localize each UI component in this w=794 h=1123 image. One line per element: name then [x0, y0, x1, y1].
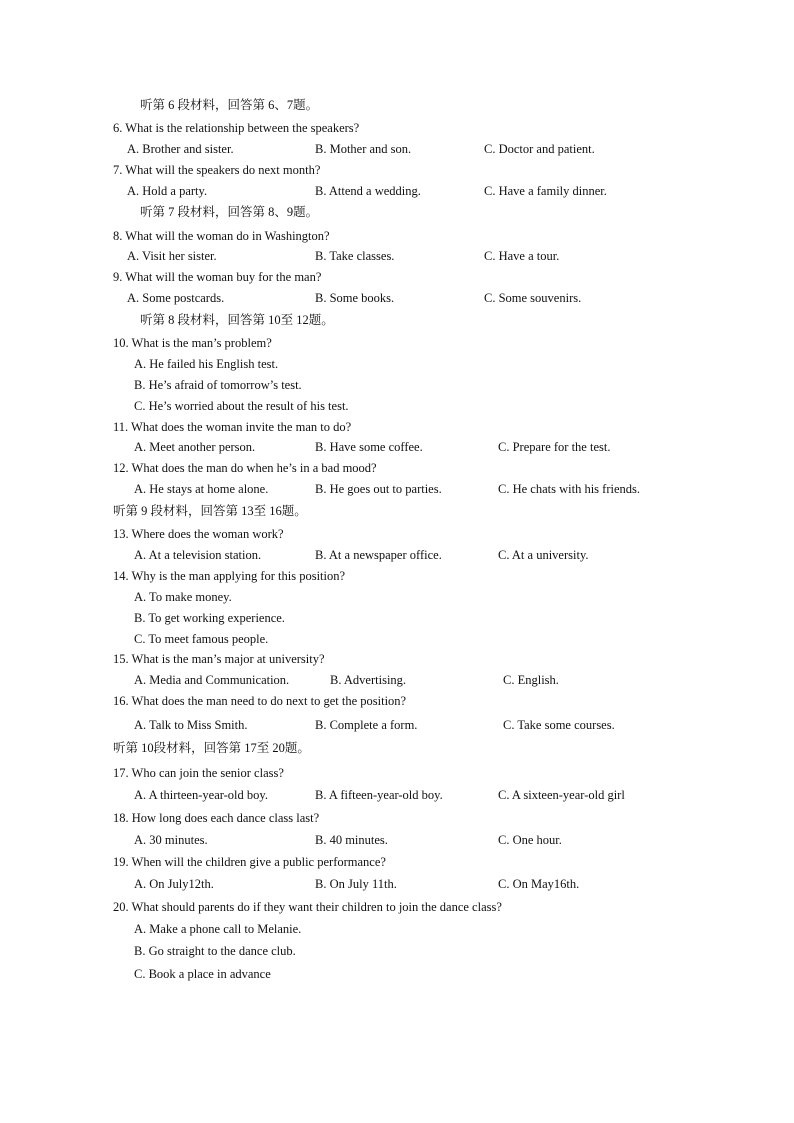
question-8: 8. What will the woman do in Washington? [113, 229, 330, 243]
q7-option-c: C. Have a family dinner. [484, 184, 607, 198]
q18-option-c: C. One hour. [498, 833, 562, 847]
q8-option-b: B. Take classes. [315, 249, 395, 263]
q12-option-b: B. He goes out to parties. [315, 482, 442, 496]
q9-option-c: C. Some souvenirs. [484, 291, 582, 305]
q18-option-a: A. 30 minutes. [134, 833, 208, 847]
q12-option-c: C. He chats with his friends. [498, 482, 640, 496]
q7-option-b: B. Attend a wedding. [315, 184, 421, 198]
question-10: 10. What is the man’s problem? [113, 336, 272, 350]
question-19: 19. When will the children give a public performance? [113, 855, 386, 869]
question-7: 7. What will the speakers do next month? [113, 163, 321, 177]
q16-option-c: C. Take some courses. [503, 718, 615, 732]
question-9: 9. What will the woman buy for the man? [113, 270, 322, 284]
q14-option-c: C. To meet famous people. [134, 632, 269, 646]
q19-option-a: A. On July12th. [134, 877, 214, 891]
question-16: 16. What does the man need to do next to get the position? [113, 694, 407, 708]
q20-option-c: C. Book a place in advance [134, 967, 271, 981]
question-13: 13. Where does the woman work? [113, 527, 284, 541]
q17-option-c: C. A sixteen-year-old girl [498, 788, 625, 802]
q17-option-a: A. A thirteen-year-old boy. [134, 788, 268, 802]
question-11: 11. What does the woman invite the man to do? [113, 420, 352, 434]
question-20: 20. What should parents do if they want their children to join the dance class? [113, 900, 502, 914]
q6-option-b: B. Mother and son. [315, 142, 412, 156]
q10-option-a: A. He failed his English test. [134, 357, 279, 371]
q18-option-b: B. 40 minutes. [315, 833, 388, 847]
q16-option-a: A. Talk to Miss Smith. [134, 718, 248, 732]
q11-option-b: B. Have some coffee. [315, 440, 423, 454]
section-header-6: 听第 6 段材料，回答第 6、7题。 [140, 98, 319, 112]
q10-option-b: B. He’s afraid of tomorrow’s test. [134, 378, 302, 392]
section-header-7: 听第 7 段材料，回答第 8、9题。 [140, 205, 319, 219]
q20-option-b: B. Go straight to the dance club. [134, 944, 296, 958]
q13-option-b: B. At a newspaper office. [315, 548, 442, 562]
section-header-9: 听第 9 段材料，回答第 13至 16题。 [113, 504, 307, 518]
q11-option-a: A. Meet another person. [134, 440, 256, 454]
q14-option-a: A. To make money. [134, 590, 232, 604]
q14-option-b: B. To get working experience. [134, 611, 285, 625]
q9-option-b: B. Some books. [315, 291, 395, 305]
question-6: 6. What is the relationship between the speakers? [113, 121, 360, 135]
q17-option-b: B. A fifteen-year-old boy. [315, 788, 443, 802]
q19-option-b: B. On July 11th. [315, 877, 397, 891]
q11-option-c: C. Prepare for the test. [498, 440, 611, 454]
question-15: 15. What is the man’s major at university? [113, 652, 325, 666]
question-18: 18. How long does each dance class last? [113, 811, 320, 825]
q19-option-c: C. On May16th. [498, 877, 580, 891]
question-14: 14. Why is the man applying for this position? [113, 569, 346, 583]
q8-option-c: C. Have a tour. [484, 249, 560, 263]
q15-option-b: B. Advertising. [330, 673, 407, 687]
q6-option-a: A. Brother and sister. [127, 142, 234, 156]
q13-option-c: C. At a university. [498, 548, 589, 562]
section-header-10: 听第 10段材料，回答第 17至 20题。 [113, 741, 310, 755]
q20-option-a: A. Make a phone call to Melanie. [134, 922, 302, 936]
section-header-8: 听第 8 段材料，回答第 10至 12题。 [140, 313, 334, 327]
q12-option-a: A. He stays at home alone. [134, 482, 269, 496]
q6-option-c: C. Doctor and patient. [484, 142, 595, 156]
question-12: 12. What does the man do when he’s in a bad mood? [113, 461, 377, 475]
q13-option-a: A. At a television station. [134, 548, 262, 562]
q15-option-a: A. Media and Communication. [134, 673, 290, 687]
question-17: 17. Who can join the senior class? [113, 766, 284, 780]
q8-option-a: A. Visit her sister. [127, 249, 217, 263]
q9-option-a: A. Some postcards. [127, 291, 225, 305]
q10-option-c: C. He’s worried about the result of his test. [134, 399, 349, 413]
q7-option-a: A. Hold a party. [127, 184, 208, 198]
q15-option-c: C. English. [503, 673, 559, 687]
q16-option-b: B. Complete a form. [315, 718, 418, 732]
